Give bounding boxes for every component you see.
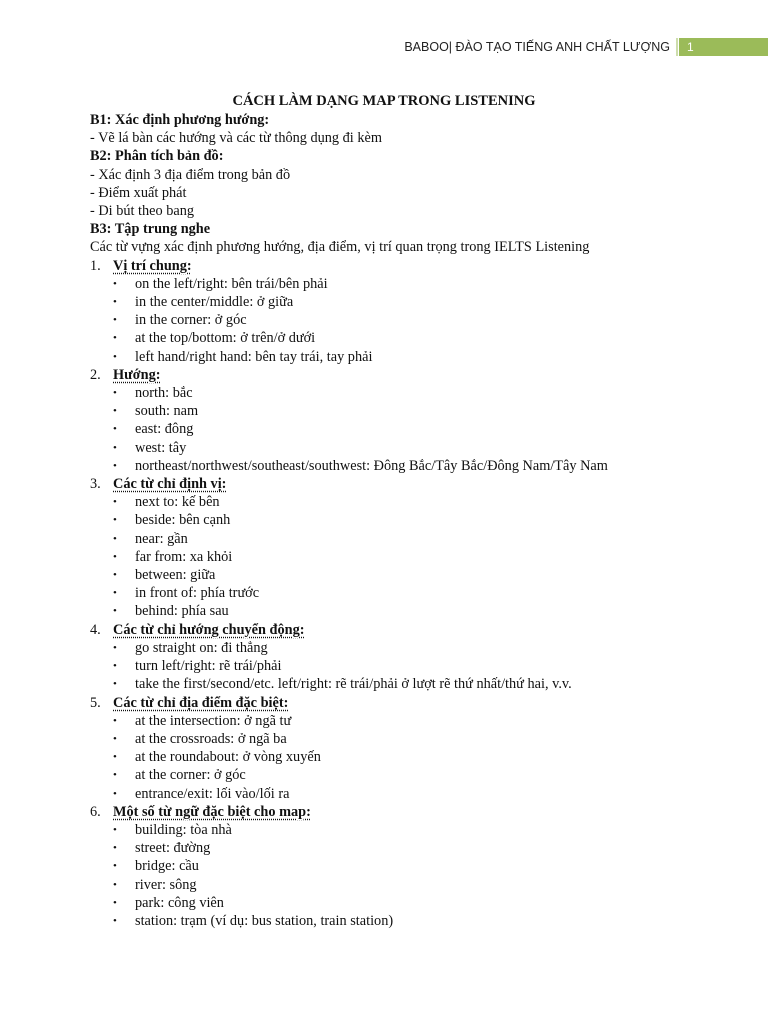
list-item: • turn left/right: rẽ trái/phải <box>90 657 730 675</box>
section-title: Vị trí chung: <box>113 257 192 274</box>
list-item: • at the corner: ở góc <box>90 766 730 784</box>
list-item: • south: nam <box>90 402 730 420</box>
list-item: • entrance/exit: lối vào/lối ra <box>90 785 730 803</box>
list-item: • station: trạm (ví dụ: bus station, train station) <box>90 912 730 930</box>
list-item: • go straight on: đi thẳng <box>90 639 730 657</box>
section-heading <box>90 621 730 639</box>
section-number: 2. <box>90 366 101 383</box>
section-heading <box>90 257 730 275</box>
section-3 <box>90 475 730 621</box>
list-item: • at the intersection: ở ngã tư <box>90 712 730 730</box>
section-number: 6. <box>90 803 101 820</box>
section-heading <box>90 475 730 493</box>
list-item: • near: gần <box>90 530 730 548</box>
step-2-text: - Điểm xuất phát <box>90 184 187 201</box>
section-list <box>90 384 730 475</box>
section-number: 1. <box>90 257 101 274</box>
step-2-text: - Di bút theo bang <box>90 203 195 220</box>
section-list <box>90 712 730 803</box>
list-item: • take the first/second/etc. left/right: rẽ trái/phải ở lượt rẽ thứ nhất/thứ hai, v.v. <box>90 675 730 693</box>
list-item: • beside: bên cạnh <box>90 511 730 529</box>
section-heading <box>90 694 730 712</box>
section-title: Các từ chỉ địa điểm đặc biệt: <box>113 694 289 711</box>
section-number: 5. <box>90 694 101 711</box>
step-3-heading: B3: Tập trung nghe <box>90 221 211 238</box>
list-item: • park: công viên <box>90 894 730 912</box>
section-heading <box>90 366 730 384</box>
document-body <box>90 111 730 930</box>
list-item: • building: tòa nhà <box>90 821 730 839</box>
list-item: • at the crossroads: ở ngã ba <box>90 730 730 748</box>
section-number: 3. <box>90 476 101 493</box>
page-header: BABOO| ĐÀO TẠO TIẾNG ANH CHẤT LƯỢNG <box>404 40 670 54</box>
section-title: Hướng: <box>113 366 161 383</box>
list-item: • river: sông <box>90 876 730 894</box>
step-1-heading: B1: Xác định phương hướng: <box>90 112 270 128</box>
page-number-divider <box>676 38 678 56</box>
list-item: • bridge: cầu <box>90 857 730 875</box>
section-list <box>90 275 730 366</box>
list-item: • far from: xa khỏi <box>90 548 730 566</box>
page-number: 1 <box>679 38 768 56</box>
list-item: • in the center/middle: ở giữa <box>90 293 730 311</box>
section-5 <box>90 694 730 803</box>
section-title: Các từ chỉ hướng chuyển động: <box>113 621 305 638</box>
list-item: • northeast/northwest/southeast/southwest: Đông Bắc/Tây Bắc/Đông Nam/Tây Nam <box>90 457 730 475</box>
step-2-text: - Xác định 3 địa điểm trong bản đồ <box>90 166 291 183</box>
step-3-text: Các từ vựng xác định phương hướng, địa điểm, vị trí quan trọng trong IELTS Listening <box>90 239 590 256</box>
section-list <box>90 821 730 930</box>
section-title: Các từ chỉ định vị: <box>113 476 227 493</box>
section-list <box>90 493 730 620</box>
step-2-heading: B2: Phân tích bản đồ: <box>90 148 224 165</box>
step-1-text: - Vẽ lá bàn các hướng và các từ thông dụng đi kèm <box>90 130 382 147</box>
section-number: 4. <box>90 621 101 638</box>
list-item: • north: bắc <box>90 384 730 402</box>
section-4 <box>90 621 730 694</box>
list-item: • at the top/bottom: ở trên/ở dưới <box>90 329 730 347</box>
list-item: • between: giữa <box>90 566 730 584</box>
list-item: • in the corner: ở góc <box>90 311 730 329</box>
section-title: Một số từ ngữ đặc biệt cho map: <box>113 803 311 820</box>
list-item: • east: đông <box>90 420 730 438</box>
list-item: • west: tây <box>90 439 730 457</box>
list-item: • on the left/right: bên trái/bên phải <box>90 275 730 293</box>
section-list <box>90 639 730 694</box>
list-item: • next to: kế bên <box>90 493 730 511</box>
list-item: • at the roundabout: ở vòng xuyến <box>90 748 730 766</box>
list-item: • in front of: phía trước <box>90 584 730 602</box>
section-heading <box>90 803 730 821</box>
list-item: • behind: phía sau <box>90 602 730 620</box>
section-6 <box>90 803 730 930</box>
section-2 <box>90 366 730 475</box>
list-item: • left hand/right hand: bên tay trái, tay phải <box>90 348 730 366</box>
section-1 <box>90 257 730 366</box>
list-item: • street: đường <box>90 839 730 857</box>
document-title: CÁCH LÀM DẠNG MAP TRONG LISTENING <box>232 93 536 109</box>
